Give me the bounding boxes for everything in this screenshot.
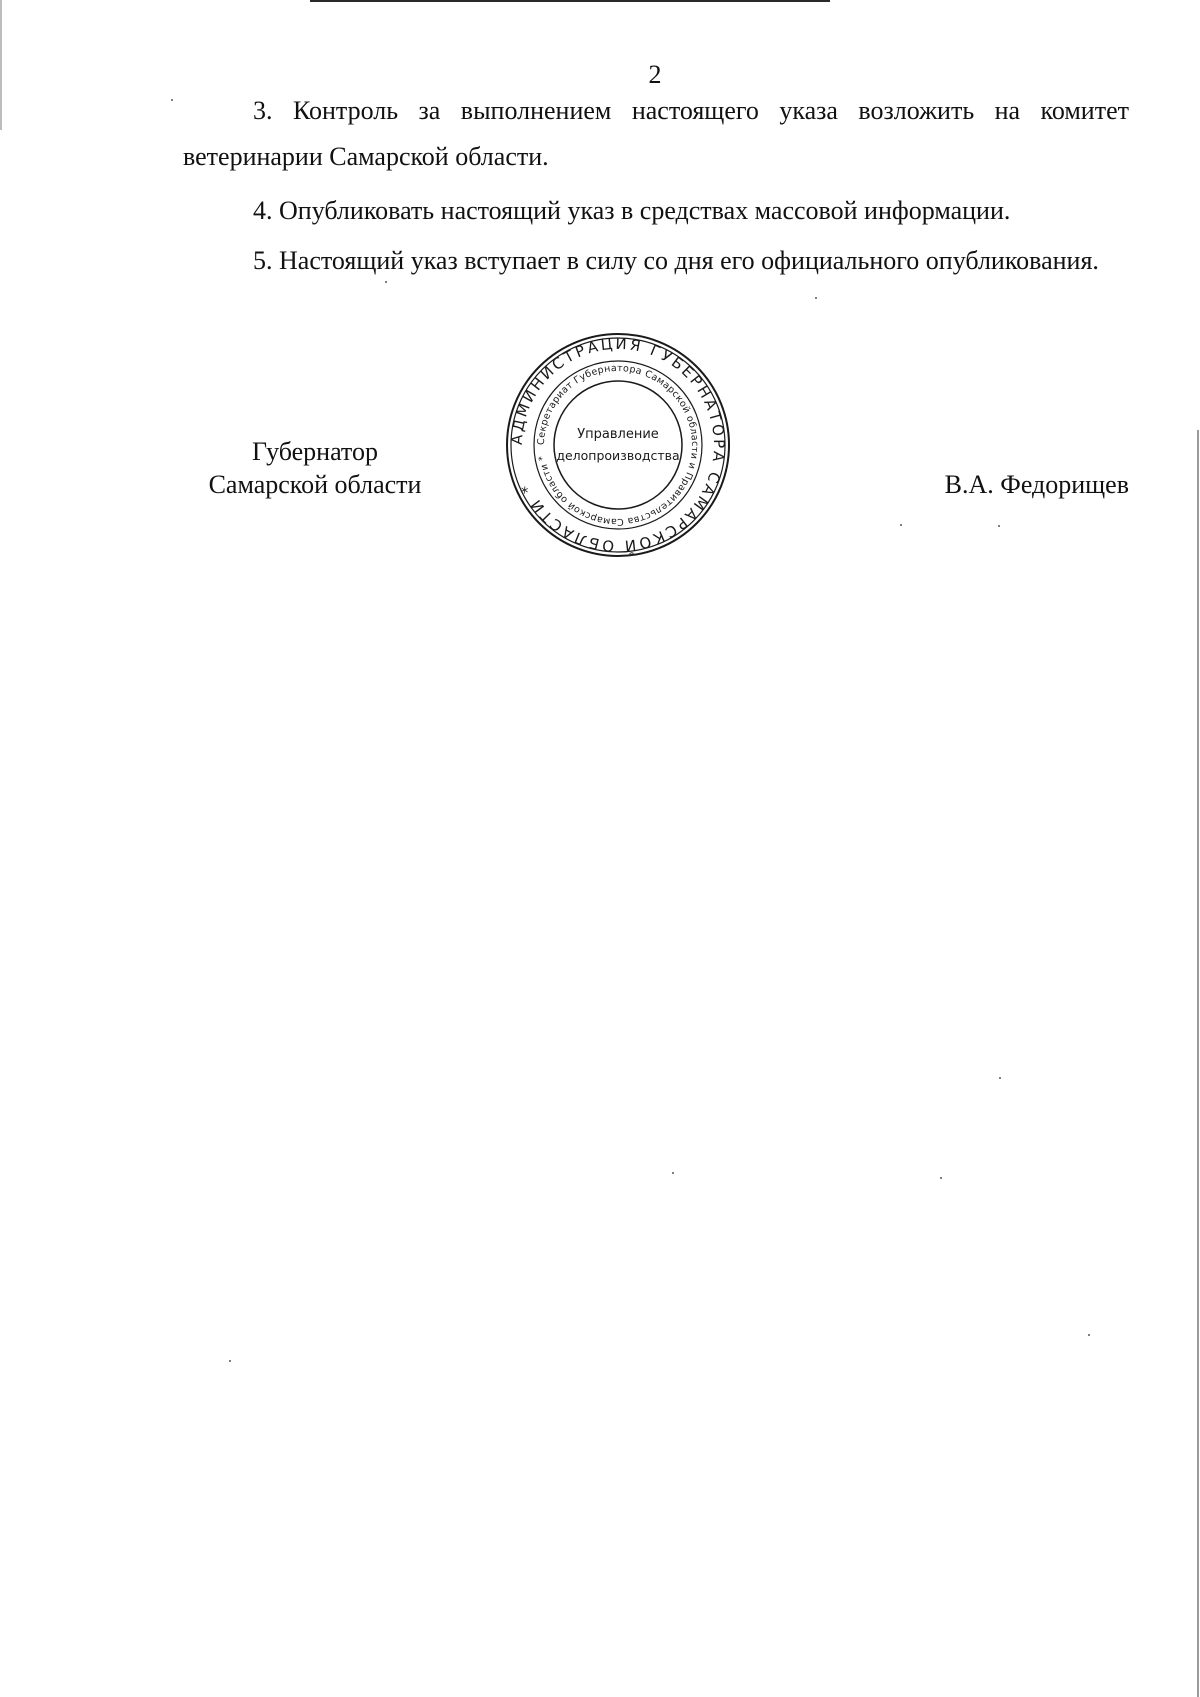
scan-edge-right: [1197, 430, 1199, 1697]
scan-speck: [672, 1172, 674, 1174]
scan-speck: [229, 1360, 231, 1362]
scan-speck: [1088, 1334, 1090, 1336]
page-number: 2: [648, 60, 662, 89]
signatory-position: [180, 435, 450, 501]
seal-icon: [505, 332, 731, 558]
signatory-position-line1: Губернатор: [252, 437, 378, 466]
scan-speck: [900, 524, 902, 526]
seal-center-line2: делопроизводства: [556, 448, 680, 463]
seal-center-line1: Управление: [577, 427, 659, 442]
scan-speck: [998, 525, 1000, 527]
scan-speck: [171, 99, 173, 101]
scan-speck: [815, 297, 817, 299]
paragraph-item-3: 3. Контроль за выполнением настоящего указа возложить на комитет ветеринарии Самарской области.: [183, 96, 1129, 171]
scan-speck: [999, 1077, 1001, 1079]
scan-edge-top: [310, 0, 830, 2]
seal-inner-ring-text: Секретариат Губернатора Самарской области и Правительства Самарской области *: [535, 362, 701, 528]
paragraph-item-4: 4. Опубликовать настоящий указ в средствах массовой информации.: [253, 196, 1011, 225]
seal-outer-ring-text: АДМИНИСТРАЦИЯ ГУБЕРНАТОРА САМАРСКОЙ ОБЛАСТИ *: [507, 334, 729, 556]
official-seal-stamp: [505, 332, 731, 558]
signatory-position-line2: Самарской области: [208, 470, 422, 499]
signatory-name: В.А. Федорищев: [944, 470, 1129, 499]
scan-edge-left: [0, 0, 2, 130]
scan-speck: [940, 1177, 942, 1179]
paragraph-item-5: 5. Настоящий указ вступает в силу со дня его официального опубликования.: [253, 246, 1099, 275]
